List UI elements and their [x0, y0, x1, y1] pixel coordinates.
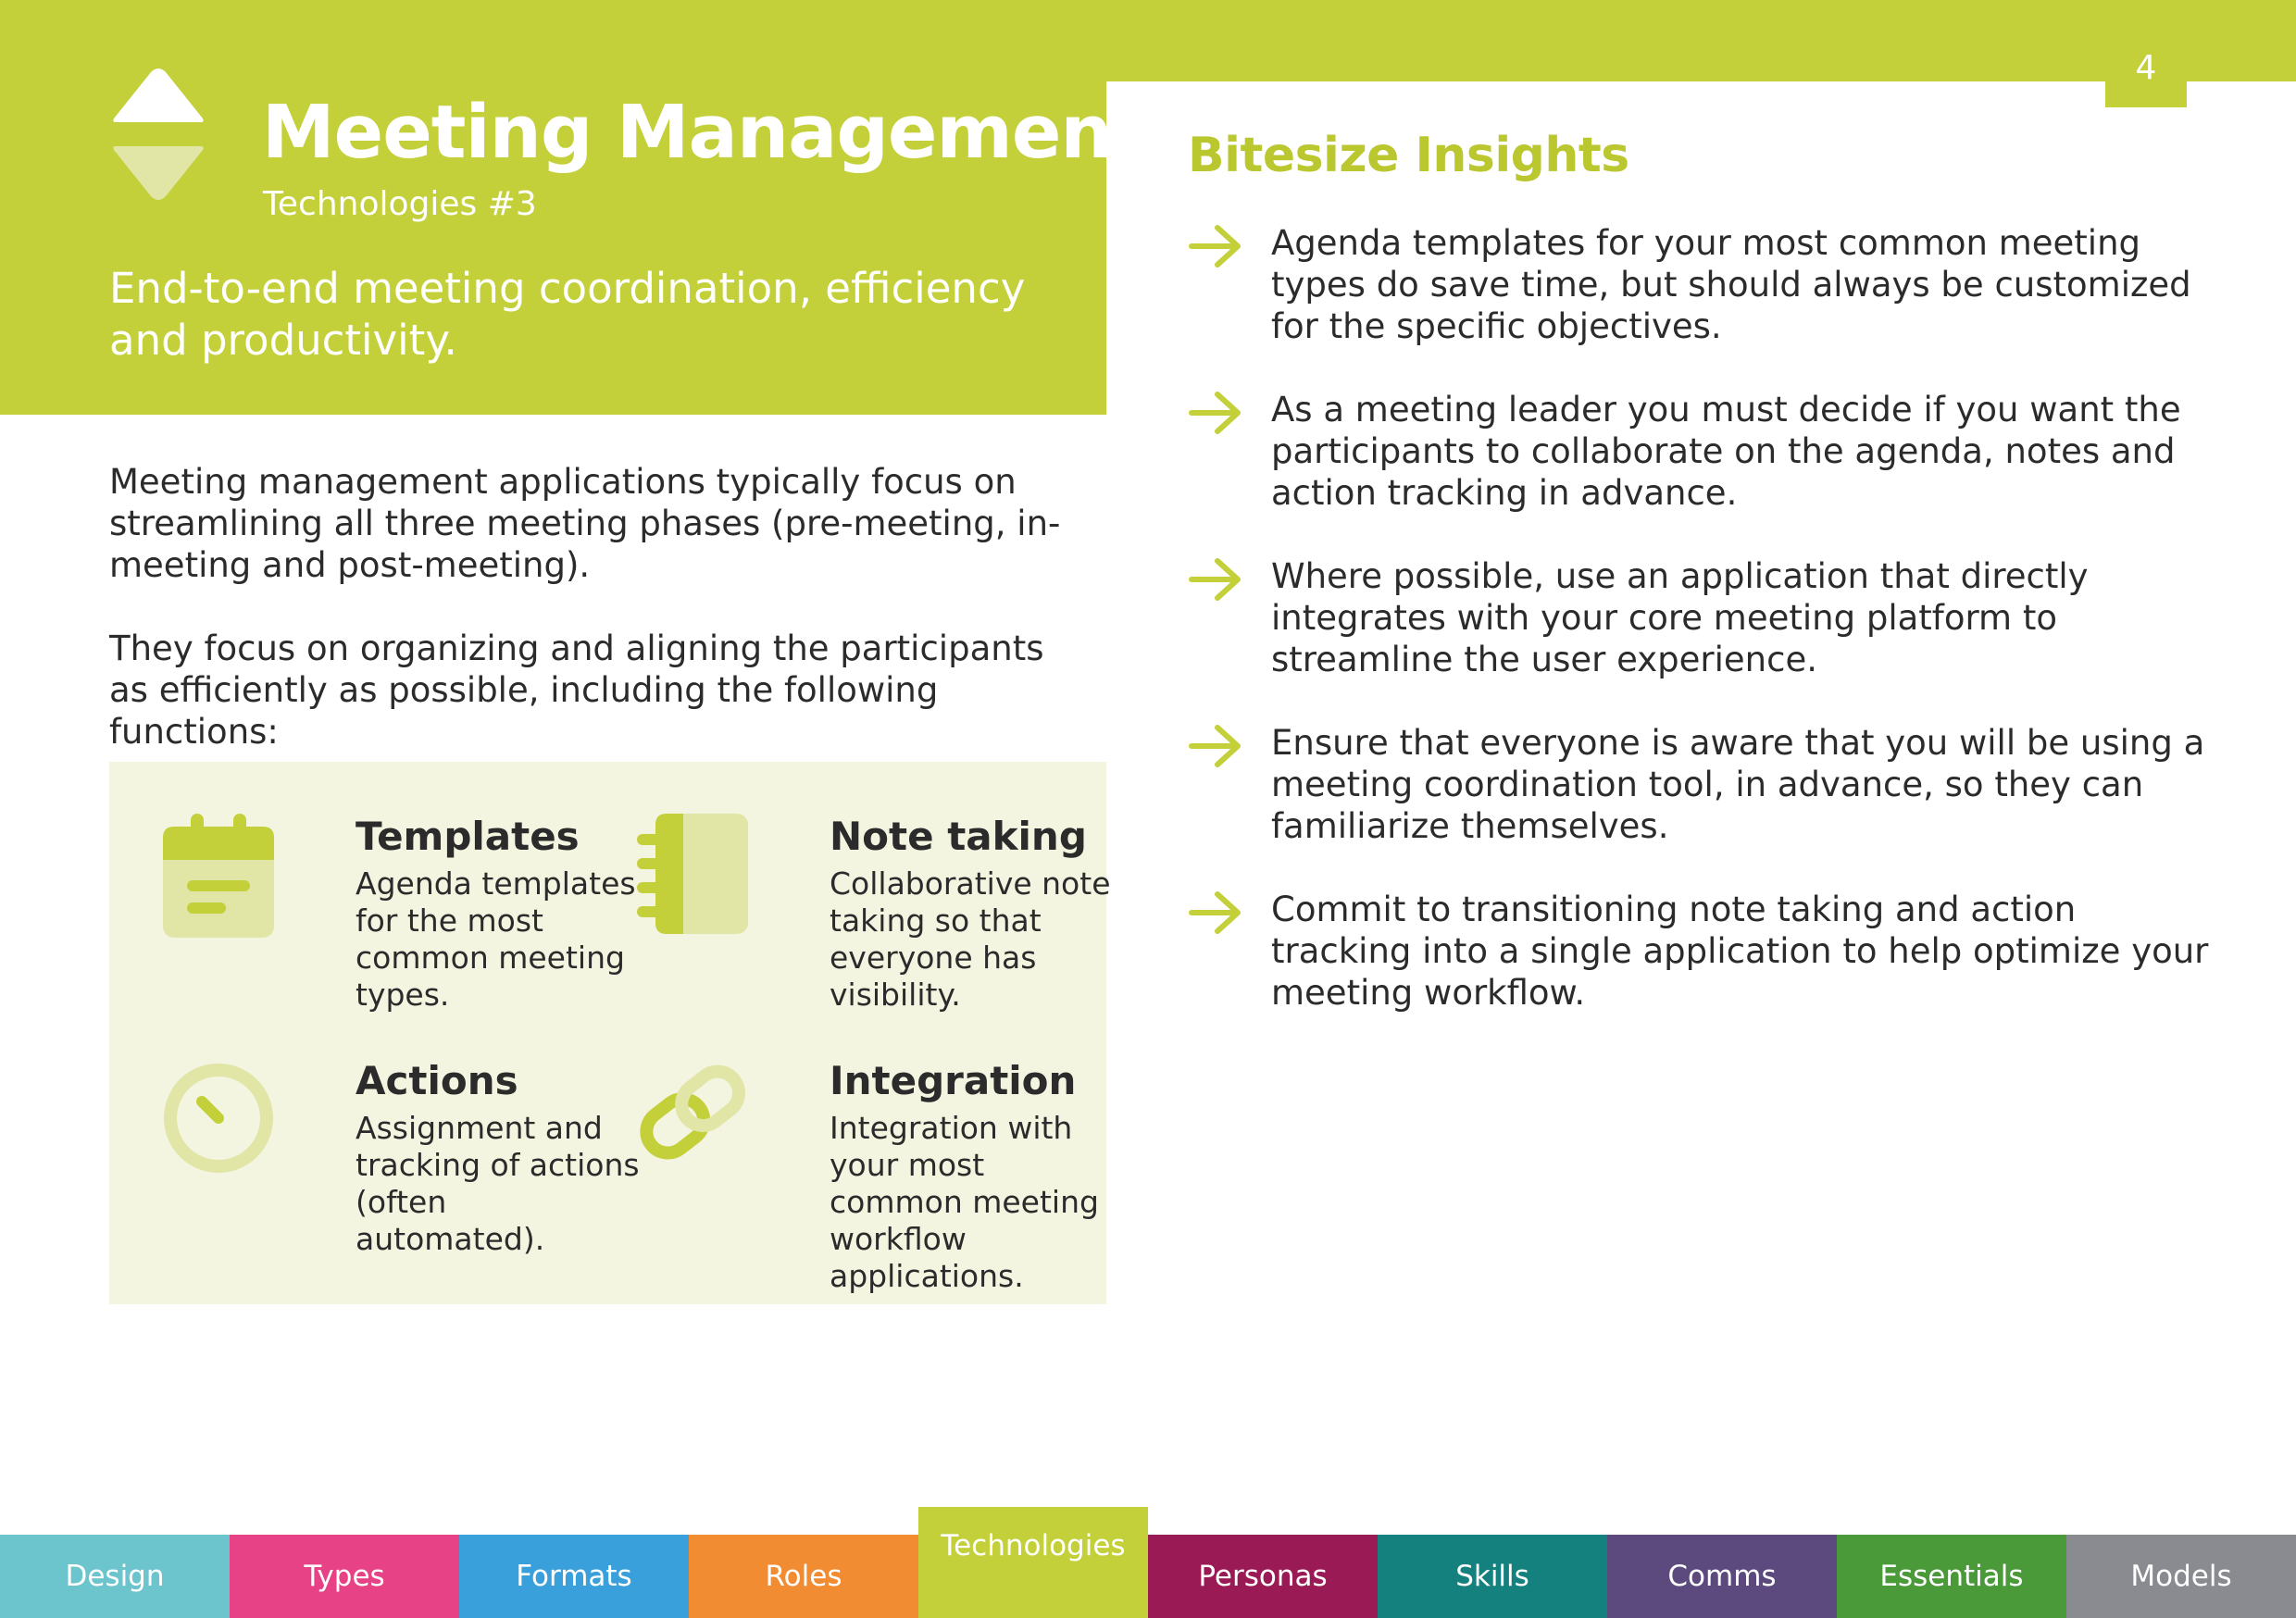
arrow-right-icon [1188, 555, 1243, 604]
link-icon [637, 1058, 757, 1188]
section-nav [0, 1529, 2296, 1618]
arrow-right-icon [1188, 222, 1243, 270]
nav-tab-technologies[interactable] [918, 1507, 1148, 1618]
feature-title: Templates [356, 814, 580, 859]
nav-tab-label: Technologies [941, 1529, 1126, 1562]
feature-description: Assignment and tracking of actions (often automated). [356, 1110, 640, 1257]
feature-title: Integration [830, 1058, 1077, 1103]
feature-description: Integration with your most common meeting workflow applications. [830, 1110, 1099, 1294]
arrow-right-icon [1188, 389, 1243, 437]
insights-title: Bitesize Insights [1188, 128, 1629, 183]
insight-item [1188, 722, 2215, 847]
nav-tab-formats[interactable] [459, 1535, 689, 1618]
page-title: Meeting Management [262, 90, 1146, 175]
feature-description: Collaborative note taking so that everyone has visibility. [830, 865, 1111, 1013]
nav-tab-label: Roles [765, 1560, 842, 1593]
nav-tab-label: Personas [1198, 1560, 1328, 1593]
insight-item [1188, 389, 2215, 514]
tagline: End-to-end meeting coordination, efficiency and productivity. [109, 264, 1026, 365]
insight-text: Commit to transitioning note taking and action tracking into a single application to help optimize your meeting workflow. [1271, 890, 2209, 1013]
nav-tab-types[interactable] [230, 1535, 459, 1618]
nav-tab-label: Types [304, 1560, 385, 1593]
insight-item [1188, 222, 2215, 347]
insight-item [1188, 555, 2215, 680]
insight-text: Ensure that everyone is aware that you will be using a meeting coordination tool, in advance, so they can familiarize themselves. [1271, 723, 2205, 846]
nav-tab-label: Models [2130, 1560, 2232, 1593]
insights-list [1188, 222, 2215, 1055]
nav-tab-label: Skills [1455, 1560, 1529, 1593]
page-subtitle: Technologies #3 [263, 185, 537, 223]
nav-tab-design[interactable] [0, 1535, 230, 1618]
nav-tab-personas[interactable] [1148, 1535, 1378, 1618]
timer-icon [163, 1058, 283, 1188]
features-panel [109, 762, 1111, 1304]
header-block [0, 0, 1146, 415]
nav-tab-models[interactable] [2066, 1535, 2296, 1618]
arrow-right-icon [1188, 722, 1243, 770]
page-number-tab [2105, 0, 2187, 107]
feature-title: Note taking [830, 814, 1087, 859]
intro-text [109, 461, 1091, 794]
nav-tab-comms[interactable] [1607, 1535, 1837, 1618]
feature-description: Agenda templates for the most common meeting types. [356, 865, 636, 1013]
nav-tab-label: Design [65, 1560, 165, 1593]
notebook-icon [637, 814, 757, 943]
calendar-icon [163, 814, 283, 943]
nav-tab-roles[interactable] [689, 1535, 918, 1618]
arrow-right-icon [1188, 889, 1243, 937]
up-down-chevron-logo-icon [108, 67, 208, 207]
insight-text: Agenda templates for your most common meeting types do save time, but should always be customized for the specific objectives. [1271, 223, 2191, 346]
intro-paragraph: They focus on organizing and aligning the participants as efficiently as possible, including the following functions: [109, 629, 1044, 752]
intro-paragraph: Meeting management applications typically focus on streamlining all three meeting phases (pre-meeting, in-meeting and post-meeting). [109, 462, 1061, 585]
insight-text: Where possible, use an application that directly integrates with your core meeting platform to streamline the user experience. [1271, 556, 2089, 679]
nav-tab-label: Comms [1667, 1560, 1777, 1593]
nav-tab-essentials[interactable] [1837, 1535, 2066, 1618]
nav-tab-label: Essentials [1879, 1560, 2024, 1593]
nav-tab-label: Formats [516, 1560, 632, 1593]
feature-title: Actions [356, 1058, 518, 1103]
insight-item [1188, 889, 2215, 1014]
insight-text: As a meeting leader you must decide if you want the participants to collaborate on the agenda, notes and action tracking in advance. [1271, 390, 2181, 513]
page-number: 4 [2135, 49, 2157, 87]
nav-tab-skills[interactable] [1378, 1535, 1607, 1618]
